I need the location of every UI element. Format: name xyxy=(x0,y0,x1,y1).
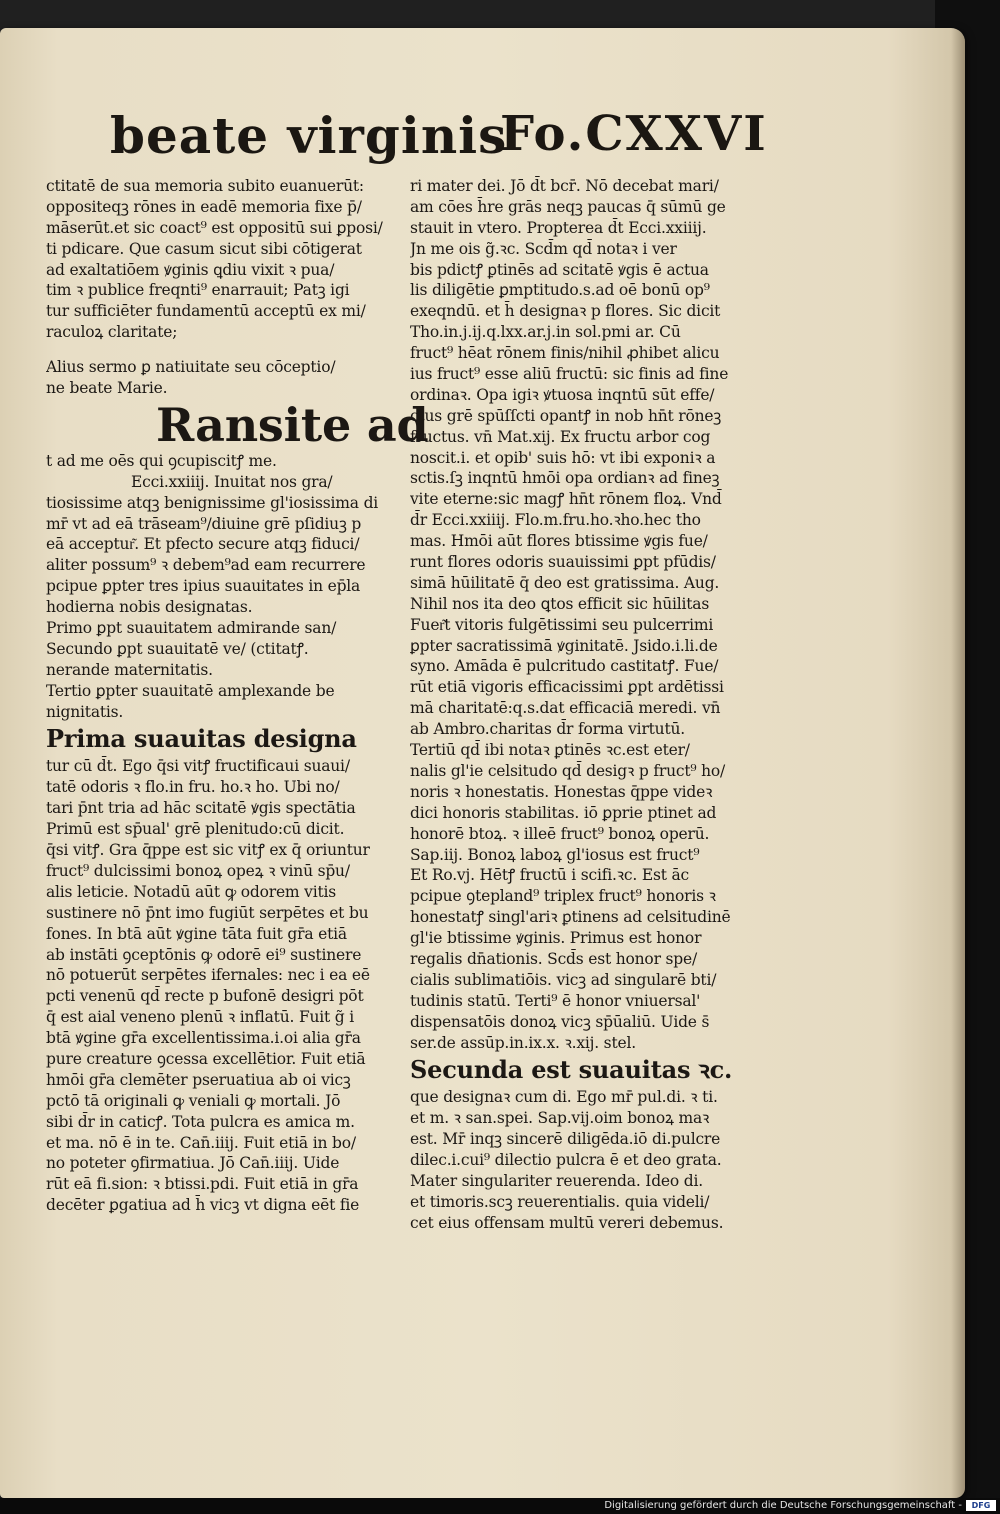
text-line: Et Ro.vj. Hētꝭ fructū i scifi.ꝛc. Est āc xyxy=(410,866,690,885)
text-line: am cōes h̄re grās neqꝫ paucas q̄ sūmū ge xyxy=(410,197,726,216)
text-line: fruct⁹ hēat rōnem finis/nihil ꝓhibet alicu xyxy=(410,344,720,363)
text-line: Primo ꝑpt suauitatem admirande san/ xyxy=(46,619,337,638)
text-line: fruct⁹ dulcissimi bonoꝝ opeꝝ ꝛ vinū sp̄u/ xyxy=(46,861,350,880)
text-line: oppositeqꝫ rōnes in eadē memoria fixe p̄/ xyxy=(46,197,362,216)
text-line: Secundo ꝑpt suauitatē ve/ (ctitatꝭ. xyxy=(46,639,309,658)
text-line: sustinere nō p̄nt imo fugiūt serpētes et bu xyxy=(46,903,369,922)
text-line: ordinaꝛ. Opa igiꝛ ꝟtuosa inqntū sūt effe/ xyxy=(410,385,715,404)
text-line: fructus. vn̄ Mat.xij. Ex fructu arbor cog xyxy=(410,427,711,446)
text-line: mr̄ vt ad eā trāseam⁹/diuine grē pſidiuꝫ p xyxy=(46,514,362,533)
text-line: sctis.ſꝫ inqntū hmōi opa ordianꝛ ad fineꝫ xyxy=(410,469,720,488)
text-line: tim ꝛ publice freqnti⁹ enarrauit; Patꝫ igi xyxy=(46,281,350,300)
text-line: eā acceptur͂. Et pfecto secure atqꝫ fiduci/ xyxy=(46,535,360,554)
text-line: pcti venenū qd̄ recte p bufonē desigri pōt xyxy=(46,987,364,1006)
text-line: exeqndū. et h̄ designaꝛ p flores. Sic dicit xyxy=(410,302,721,321)
text-line: simā hūilitatē q̄ deo est gratissima. Aug. xyxy=(410,573,720,592)
text-column-right xyxy=(410,176,768,1234)
text-line: et ma. nō ē in te. Can̄.iiij. Fuit etiā in bo/ xyxy=(46,1133,356,1152)
text-line: est. Mr̄ inqꝫ sincerē diligēda.iō di.pulcre xyxy=(410,1130,721,1149)
text-line: Alius sermo ꝑ natiuitate seu cōceptio/ xyxy=(46,358,336,377)
text-column-left xyxy=(46,176,429,1216)
text-line: Jn me ois g̃.ꝛc. Scd̄m qd̄ notaꝛ i ver xyxy=(410,239,677,258)
text-line: gl'ie btissime ꝟginis. Primus est honor xyxy=(410,929,702,948)
text-line: tudinis statū. Terti⁹ ē honor vniuersal' xyxy=(410,991,701,1010)
text-line: t ad me oēs qui ꝯcupiscitꝭ me. xyxy=(46,451,277,470)
text-line: nignitatis. xyxy=(46,702,124,721)
text-line: tari p̄nt tria ad hāc scitatē ꝟgis spectātia xyxy=(46,799,356,818)
text-line: regalis dn̄ationis. Scd̄s est honor spe/ xyxy=(410,949,697,968)
text-line: nalis gl'ie celsitudo qd̄ desigꝛ p fruct⁹ ho/ xyxy=(410,761,726,780)
text-line: mas. Hmōi aūt flores btissime ꝟgis fue/ xyxy=(410,532,708,551)
funding-credit: Digitalisierung gefördert durch die Deutsche Forschungsgemeinschaft - xyxy=(604,1500,962,1511)
text-line: mā charitatē:q.s.dat efficaciā meredi. vn̄ xyxy=(410,699,721,718)
text-line: ius fruct⁹ esse aliū fructū: sic finis ad fine xyxy=(410,365,729,384)
text-line: tiosissime atqꝫ benignissime gl'iosissima di xyxy=(46,493,379,512)
text-line: ab instāti ꝯceptōnis ꝙ odorē ei⁹ sustinere xyxy=(46,945,362,964)
text-line: pcipue ꝯtepland⁹ triplex fruct⁹ honoris ꝛ xyxy=(410,887,716,906)
text-line: et m. ꝛ san.spei. Sap.vij.oim bonoꝝ maꝛ xyxy=(410,1109,710,1128)
text-line: Tertiū qd̄ ibi notaꝛ ꝑtinēs ꝛc.est eter/ xyxy=(410,741,690,760)
text-line: lis diligētie ꝑmptitudo.s.ad oē bonū op⁹ xyxy=(410,281,710,300)
text-line: ab Ambro.charitas d̄r forma virtutū. xyxy=(410,720,685,739)
text-line: ser.de assūp.in.ix.x. ꝛ.xij. stel. xyxy=(410,1033,636,1052)
text-line: q̄ est aial veneno plenū ꝛ inflatū. Fuit g̃ i xyxy=(46,1008,354,1027)
text-line: Tho.in.j.ij.q.lxx.ar.j.in sol.pmi ar. Cū xyxy=(410,323,681,342)
text-line: raculoꝝ claritate; xyxy=(46,323,178,342)
text-line: rūt etiā vigoris efficacissimi ꝑpt ardētissi xyxy=(410,678,724,697)
text-line: aliter possum⁹ ꝛ debem⁹ad eam recurrere xyxy=(46,556,366,575)
text-line: runt flores odoris suauissimi ꝑpt pfūdis/ xyxy=(410,553,716,572)
text-line: ad exaltatiōem ꝟginis ꝗdiu vixit ꝛ pua/ xyxy=(46,260,335,279)
text-line: syno. Amāda ē pulcritudo castitatꝭ. Fue/ xyxy=(410,657,719,676)
text-line: decēter ꝑgatiua ad h̄ vicꝫ vt digna eēt fie xyxy=(46,1196,360,1215)
text-line: dici honoris stabilitas. iō ꝑprie ptinet ad xyxy=(410,803,717,822)
text-line: d̄r Ecci.xxiiij. Flo.m.fru.ho.ꝛho.hec tho xyxy=(410,511,701,530)
section-heading: Secunda est suauitas ꝛc. xyxy=(410,1055,733,1085)
text-line: tur cū d̄t. Ego q̄si vitꝭ fructificaui suaui/ xyxy=(46,757,350,776)
text-line: alis leticie. Notadū aūt ꝙ odorem vitis xyxy=(46,882,337,901)
text-line: Nihil nos ita deo ꝗtos efficit sic hūilitas xyxy=(410,594,710,613)
text-line: Tertio ꝑpter suauitatē amplexande be xyxy=(46,681,335,700)
text-line: cialis sublimatiōis. vicꝫ ad singularē bti/ xyxy=(410,970,717,989)
text-line: rūt eā fi.sion: ꝛ btissi.pdi. Fuit etiā in gr̄a xyxy=(46,1175,359,1194)
text-line: que designaꝛ cum di. Ego mr̄ pul.di. ꝛ ti. xyxy=(410,1088,718,1107)
text-line: no poteter ꝯfirmatiua. Jō Can̄.iiij. Uide xyxy=(46,1154,340,1173)
text-line: pure creature ꝯcessa excellētior. Fuit etiā xyxy=(46,1049,366,1068)
text-line: vite eterne:sic magꝭ hn̄t rōnem floꝝ. Vnd̄ xyxy=(410,490,722,509)
text-line: honorē btoꝝ. ꝛ illeē fruct⁹ bonoꝝ operū. xyxy=(410,824,710,843)
dfg-logo: DFG xyxy=(966,1500,996,1511)
text-line: Sap.iij. Bonoꝝ laboꝝ gl'iosus est fruct⁹ xyxy=(410,845,700,864)
text-line: pcipue ꝑpter tres ipius suauitates in ep̄la xyxy=(46,577,361,596)
text-line: māserūt.et sic coact⁹ est oppositū sui ꝑposi/ xyxy=(46,218,383,237)
text-line: q̄si vitꝭ. Gra q̄ppe est sic vitꝭ ex q̄ oriuntur xyxy=(46,841,370,860)
text-line: hmōi gr̄a clemēter pseruatiua ab oi vicꝫ xyxy=(46,1070,351,1089)
text-line: et timoris.scꝫ reuerentialis. quia videli/ xyxy=(410,1192,710,1211)
text-line: ne beate Marie. xyxy=(46,379,168,398)
text-line: ctus grē spūſſcti opantꝭ in nob hn̄t rōneꝫ xyxy=(410,406,722,425)
text-line: dispensatōis donoꝝ vicꝫ sp̄ūaliū. Uide s̄ xyxy=(410,1012,710,1031)
text-line: sibi d̄r in caticꝭ. Tota pulcra es amica m. xyxy=(46,1112,355,1131)
folio-number: Fo.CXXVI xyxy=(500,106,768,162)
book-page xyxy=(0,28,965,1498)
section-heading: Prima suauitas designa xyxy=(46,724,357,754)
text-line: ctitatē de sua memoria subito euanuerūt: xyxy=(46,177,364,195)
text-line: dilec.i.cui⁹ dilectio pulcra ē et deo grata. xyxy=(410,1151,722,1170)
text-line: ri mater dei. Jō d̄t bcr̄. Nō decebat mari/ xyxy=(410,177,719,195)
text-line: btā ꝟgine gr̄a excellentissima.i.oi alia gr̄a xyxy=(46,1029,361,1048)
text-line: tur sufficiēter fundamentū acceptū ex mi/ xyxy=(46,302,366,321)
text-line: honestatꝭ singl'ariꝛ ꝑtinens ad celsitudinē xyxy=(410,908,731,927)
text-line: nō potuerūt serpētes ifernales: nec i ea eē xyxy=(46,966,370,985)
text-line: noris ꝛ honestatis. Honestas q̄ppe videꝛ xyxy=(410,782,713,801)
text-line: Mater singulariter reuerenda. Ideo di. xyxy=(410,1171,703,1190)
text-line: pctō tā originali ꝙ veniali ꝙ mortali. Jō xyxy=(46,1091,341,1110)
text-line: tatē odoris ꝛ flo.in fru. ho.ꝛ ho. Ubi no/ xyxy=(46,778,340,797)
text-line: Primū est sp̄ual' grē plenitudo:cū dicit. xyxy=(46,820,345,839)
text-line: cet eius offensam multū vereri debemus. xyxy=(410,1213,724,1232)
running-head: beate virginis xyxy=(110,106,508,165)
text-line: hodierna nobis designatas. xyxy=(46,598,253,617)
text-line: bis pdictꝭ ꝑtinēs ad scitatē ꝟgis ē actua xyxy=(410,260,709,279)
text-line: fones. In btā aūt ꝟgine tāta fuit gr̄a etiā xyxy=(46,924,347,943)
paragraph-gap xyxy=(46,343,402,357)
text-line: Ecci.xxiiij. Inuitat nos gra/ xyxy=(131,472,333,491)
decorated-initial-line: Ransite ad xyxy=(156,397,429,452)
text-line: stauit in vtero. Propterea d̄t Ecci.xxiiij. xyxy=(410,218,707,237)
text-line: ꝑpter sacratissimā ꝟginitatē. Jsido.i.li.de xyxy=(410,636,718,655)
text-line: noscit.i. et opib' suis hō: vt ibi exponiꝛ a xyxy=(410,448,716,467)
text-line: ti pdicare. Que casum sicut sibi cōtigerat xyxy=(46,239,362,258)
text-line: Fuer͂t vitoris fulgētissimi seu pulcerrimi xyxy=(410,615,714,634)
text-line: nerande maternitatis. xyxy=(46,660,213,679)
